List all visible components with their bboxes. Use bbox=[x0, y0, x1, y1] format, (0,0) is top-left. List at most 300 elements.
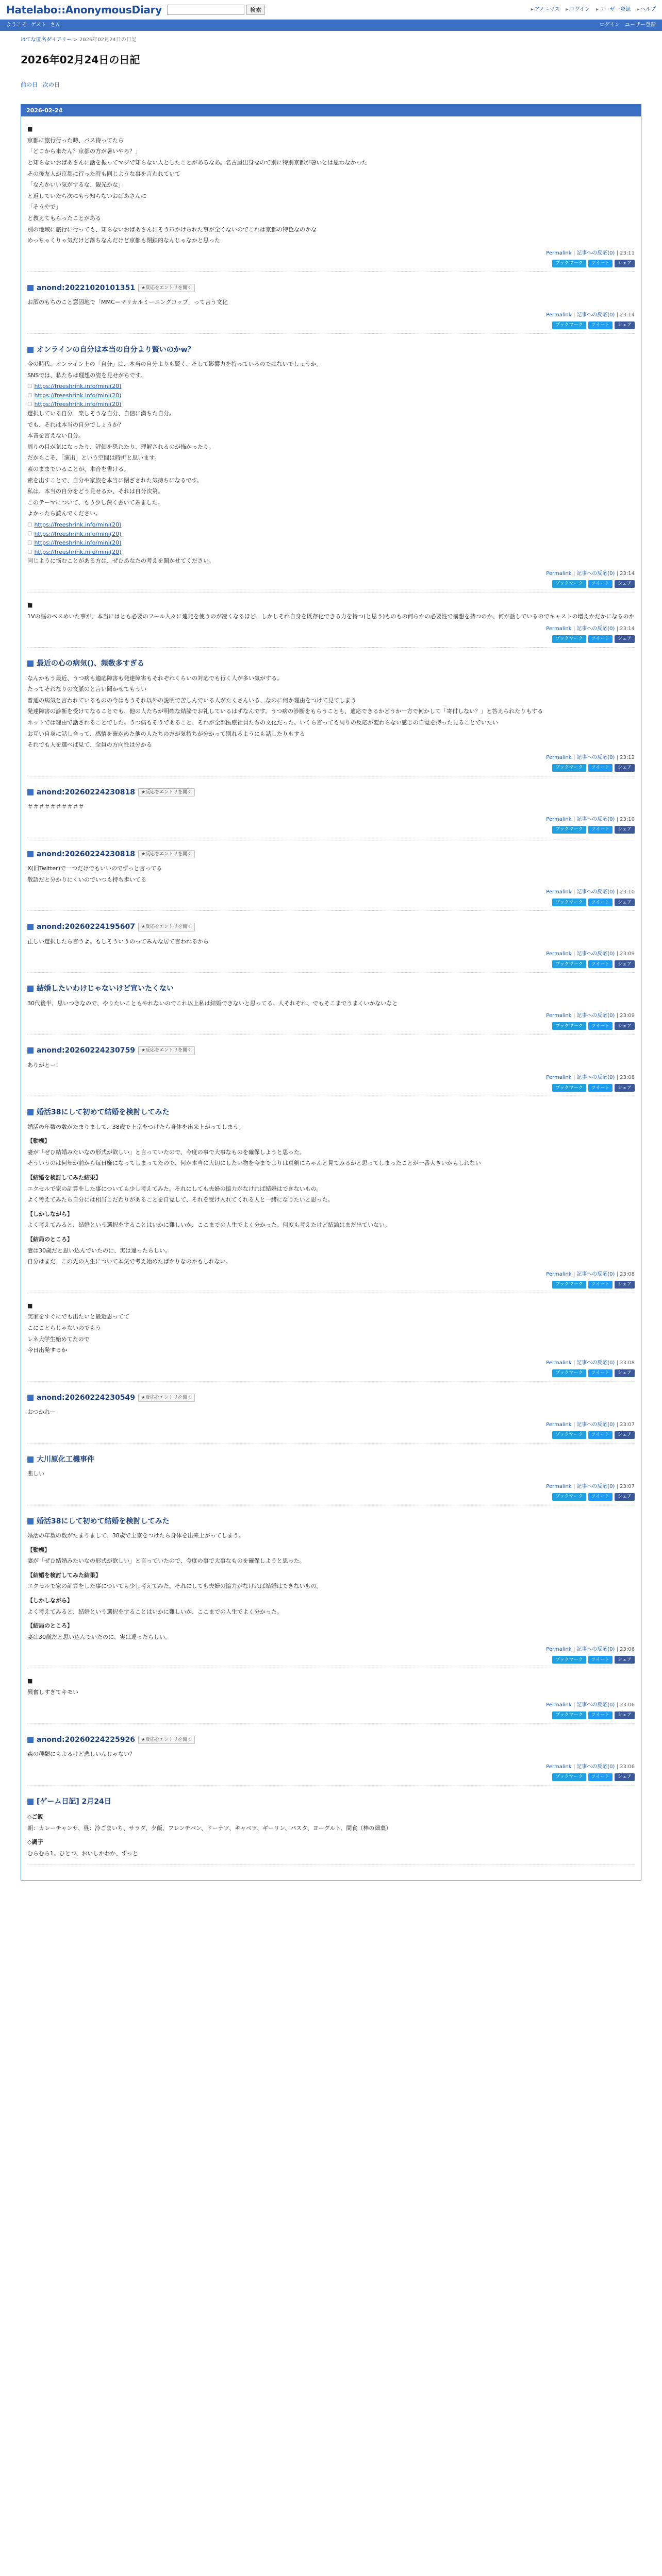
footer-separator: | bbox=[571, 1421, 577, 1428]
tweet-button[interactable]: ツイート bbox=[588, 1022, 613, 1030]
entry-footer bbox=[27, 1701, 635, 1709]
facebook-share-button[interactable]: シェア bbox=[615, 764, 635, 772]
entry-body bbox=[27, 1531, 635, 1641]
entry-footer bbox=[27, 1270, 635, 1279]
nav-help[interactable]: ▸ ヘルプ bbox=[637, 6, 656, 14]
responses-link[interactable]: 記事への反応(0) bbox=[576, 889, 615, 895]
permalink-link[interactable]: Permalink bbox=[546, 626, 572, 632]
footer-separator: | bbox=[571, 1702, 577, 1708]
responses-link[interactable]: 記事への反応(0) bbox=[576, 951, 615, 957]
entry-title bbox=[27, 787, 635, 798]
permalink-link[interactable]: Permalink bbox=[546, 1360, 572, 1366]
entry-external-link[interactable]: https://freeshrink.info/mini(20) bbox=[34, 383, 122, 390]
entry-body bbox=[27, 1469, 635, 1479]
footer-separator: | bbox=[615, 1647, 620, 1653]
entry-paragraph: 「そうやで」 bbox=[27, 204, 61, 211]
responses-link[interactable]: 記事への反応(0) bbox=[576, 1702, 615, 1708]
share-buttons bbox=[27, 1084, 635, 1092]
share-buttons bbox=[27, 1773, 635, 1781]
facebook-share-button[interactable]: シェア bbox=[615, 1281, 635, 1289]
related-entry-badge[interactable]: ★反応をエントリを開く bbox=[138, 923, 195, 931]
nav-login[interactable]: ▸ ログイン bbox=[566, 6, 590, 14]
footer-separator: | bbox=[571, 312, 577, 318]
entry-paragraph: 今日出発するか bbox=[27, 1347, 67, 1354]
entry-body bbox=[27, 1812, 635, 1858]
hatena-bookmark-button[interactable]: ブックマーク bbox=[552, 1022, 586, 1030]
diary-entry bbox=[27, 1449, 635, 1505]
subnav-login[interactable]: ログイン bbox=[599, 22, 620, 28]
entry-paragraph: レネ大学生始めてたので bbox=[27, 1335, 90, 1343]
diary-entry bbox=[27, 1040, 635, 1096]
responses-link[interactable]: 記事への反応(0) bbox=[576, 1013, 615, 1019]
tweet-button[interactable]: ツイート bbox=[588, 1281, 613, 1289]
footer-separator: | bbox=[571, 626, 577, 632]
entry-title bbox=[27, 1454, 635, 1465]
footer-separator: | bbox=[615, 1421, 620, 1428]
entry-title bbox=[27, 658, 635, 669]
entry-paragraph: それでも人を選べば見て、全員の方向性は分かる bbox=[27, 741, 152, 749]
entry-title bbox=[27, 921, 635, 933]
entry-paragraph: X(旧Twitter)で一つだけでもいいのでずっと言ってる bbox=[27, 865, 162, 872]
facebook-share-button[interactable]: シェア bbox=[615, 635, 635, 643]
permalink-link[interactable]: Permalink bbox=[546, 889, 572, 895]
hatena-bookmark-button[interactable]: ブックマーク bbox=[552, 580, 586, 588]
link-bullet-icon: ▢ bbox=[27, 383, 32, 389]
hatena-bookmark-button[interactable]: ブックマーク bbox=[552, 260, 586, 267]
nav-register[interactable]: ▸ ユーザー登録 bbox=[596, 6, 631, 14]
entry-marker-icon bbox=[27, 285, 34, 291]
entry-link-line bbox=[27, 530, 635, 539]
entry-body bbox=[27, 298, 635, 307]
entry-footer bbox=[27, 1646, 635, 1654]
entry-external-link[interactable]: https://freeshrink.info/mini(20) bbox=[34, 530, 122, 537]
hatena-bookmark-button[interactable]: ブックマーク bbox=[552, 1431, 586, 1439]
entry-time: 23:12 bbox=[620, 754, 635, 760]
responses-link[interactable]: 記事への反応(0) bbox=[576, 1421, 615, 1428]
entry-external-link[interactable]: https://freeshrink.info/mini(20) bbox=[34, 401, 122, 408]
entry-title-link[interactable]: オンラインの自分は本当の自分より賢いのかw？ bbox=[37, 345, 195, 354]
link-bullet-icon: ▢ bbox=[27, 549, 32, 555]
welcome-suffix: さん bbox=[50, 22, 61, 28]
entry-title bbox=[27, 282, 635, 294]
entry-marker-icon bbox=[27, 1799, 34, 1805]
hatena-bookmark-button[interactable]: ブックマーク bbox=[552, 1773, 586, 1781]
share-buttons bbox=[27, 1711, 635, 1719]
entry-footer bbox=[27, 1483, 635, 1491]
tweet-button[interactable]: ツイート bbox=[588, 1711, 613, 1719]
entry-title bbox=[27, 1516, 635, 1527]
breadcrumb bbox=[21, 31, 641, 47]
tweet-button[interactable]: ツイート bbox=[588, 1431, 613, 1439]
nav-anonymous[interactable]: ▸ アノニマス bbox=[531, 6, 560, 14]
entry-external-link[interactable]: https://freeshrink.info/mini(20) bbox=[34, 539, 122, 547]
related-entry-badge[interactable]: ★反応をエントリを開く bbox=[138, 788, 195, 796]
welcome-user: ゲスト bbox=[31, 22, 46, 28]
tweet-button[interactable]: ツイート bbox=[588, 764, 613, 772]
tweet-button[interactable]: ツイート bbox=[588, 899, 613, 906]
entry-paragraph: でも、それは本当の自分でしょうか？ bbox=[27, 421, 124, 428]
entry-time: 23:10 bbox=[620, 889, 635, 895]
permalink-link[interactable]: Permalink bbox=[546, 1421, 572, 1428]
entry-body bbox=[27, 864, 635, 884]
entry-body bbox=[27, 360, 635, 566]
footer-separator: | bbox=[571, 570, 577, 577]
permalink-link[interactable]: Permalink bbox=[546, 816, 572, 822]
tweet-button[interactable]: ツイート bbox=[588, 960, 613, 968]
entry-title-link[interactable]: 最近の心の病気()、頻数多すぎる bbox=[37, 659, 144, 668]
entry-time: 23:14 bbox=[620, 312, 635, 318]
entry-paragraph: よく考えてみると、結婚という選択をすることはいかに難しいか、ここまでの人生でよく分かった。 bbox=[27, 1608, 283, 1615]
entry-time: 23:14 bbox=[620, 626, 635, 632]
permalink-link[interactable]: Permalink bbox=[546, 312, 572, 318]
link-bullet-icon: ▢ bbox=[27, 401, 32, 408]
prev-day-link[interactable]: 前の日 bbox=[21, 81, 38, 88]
entry-subheading: 【結局のところ】 bbox=[27, 1235, 73, 1243]
entry-paragraph: と教えてもらったことがある bbox=[27, 214, 101, 222]
entry-paragraph: 妻が「ぜひ結婚みたいなの形式が欲しい」と言っていたので、今度の事で大事なものを確保しようと思った。 bbox=[27, 1557, 305, 1565]
facebook-share-button[interactable]: シェア bbox=[615, 321, 635, 329]
entry-footer bbox=[27, 1359, 635, 1367]
facebook-share-button[interactable]: シェア bbox=[615, 1369, 635, 1377]
entry-title bbox=[27, 344, 635, 355]
site-logo[interactable]: Hatelabo::AnonymousDiary bbox=[6, 3, 162, 16]
entry-link-line bbox=[27, 391, 635, 400]
entry-title-link[interactable]: 婚活38にして初めて結婚を検討してみた bbox=[37, 1108, 170, 1117]
related-entry-badge[interactable]: ★反応をエントリを開く bbox=[138, 284, 195, 292]
footer-separator: | bbox=[571, 1360, 577, 1366]
entry-paragraph: エクセルで家の計算をした事についても少し考えてみた。それにしても夫婦の協力がなければ結婚はできないもの。 bbox=[27, 1583, 322, 1590]
entry-title-link[interactable]: anond:20260224230818 bbox=[37, 788, 135, 796]
facebook-share-button[interactable]: シェア bbox=[615, 826, 635, 834]
entry-time: 23:09 bbox=[620, 951, 635, 957]
breadcrumb-home[interactable]: はてな匿名ダイアリー bbox=[21, 37, 72, 43]
facebook-share-button[interactable]: シェア bbox=[615, 580, 635, 588]
entry-title-link[interactable]: anond:20260224225926 bbox=[37, 1735, 135, 1744]
responses-link[interactable]: 記事への反応(0) bbox=[576, 1483, 615, 1489]
entry-body bbox=[27, 937, 635, 946]
entry-paragraph: たってそれなりの文脈のと言い聞かせてもうい bbox=[27, 686, 146, 693]
entry-marker-icon bbox=[27, 1047, 34, 1054]
breadcrumb-current: 2026年02月24日の日記 bbox=[79, 37, 137, 43]
share-buttons bbox=[27, 635, 635, 643]
permalink-link[interactable]: Permalink bbox=[546, 570, 572, 577]
entry-paragraph: と知らないおばあさんに話を振ってマジで知らない人としたことがあるなあ。名古屋出身なので別に特別京都が暑いとは思わなかった bbox=[27, 159, 368, 166]
entry-link-line bbox=[27, 520, 635, 530]
responses-link[interactable]: 記事への反応(0) bbox=[576, 1647, 615, 1653]
day-section bbox=[21, 104, 641, 1881]
share-buttons bbox=[27, 321, 635, 329]
entry-paragraph: 正しい選択したら言うよ。もしそういうのってみんな居て言われるから bbox=[27, 938, 209, 945]
entry-paragraph: 悲しい bbox=[27, 1470, 44, 1478]
entry-footer bbox=[27, 249, 635, 258]
entry-subheading: 【動機】 bbox=[27, 1546, 50, 1553]
responses-link[interactable]: 記事への反応(0) bbox=[576, 816, 615, 822]
search-button[interactable]: 検索 bbox=[246, 5, 265, 15]
facebook-share-button[interactable]: シェア bbox=[615, 1711, 635, 1719]
welcome-text bbox=[6, 21, 61, 29]
entry-body bbox=[27, 999, 635, 1008]
entry-title-link[interactable]: anond:20260224230549 bbox=[37, 1393, 135, 1402]
footer-separator: | bbox=[571, 1271, 577, 1277]
tweet-button[interactable]: ツイート bbox=[588, 321, 613, 329]
entry-body bbox=[27, 1676, 635, 1697]
share-buttons bbox=[27, 1022, 635, 1030]
share-buttons bbox=[27, 1493, 635, 1501]
top-nav bbox=[531, 6, 656, 14]
entry-body bbox=[27, 674, 635, 750]
entry-marker-icon bbox=[27, 789, 34, 795]
tweet-button[interactable]: ツイート bbox=[588, 1493, 613, 1501]
permalink-link[interactable]: Permalink bbox=[546, 1013, 572, 1019]
related-entry-badge[interactable]: ★反応をエントリを開く bbox=[138, 1736, 195, 1744]
entry-body bbox=[27, 1408, 635, 1417]
permalink-link[interactable]: Permalink bbox=[546, 1647, 572, 1653]
hatena-bookmark-button[interactable]: ブックマーク bbox=[552, 1084, 586, 1092]
share-buttons bbox=[27, 1281, 635, 1289]
entry-footer bbox=[27, 1421, 635, 1429]
diary-entry bbox=[27, 1511, 635, 1669]
hatena-bookmark-button[interactable]: ブックマーク bbox=[552, 635, 586, 643]
permalink-link[interactable]: Permalink bbox=[546, 951, 572, 957]
share-buttons bbox=[27, 899, 635, 906]
entry-paragraph: ＃＃＃＃＃＃＃＃＃＃ bbox=[27, 803, 84, 810]
diary-entry bbox=[27, 653, 635, 776]
hatena-bookmark-button[interactable]: ブックマーク bbox=[552, 826, 586, 834]
entry-subheading: 【しかしながら】 bbox=[27, 1210, 73, 1217]
entry-paragraph: 婚活の年数の数がたまりまして、38歳で上京をつけたら身体を出来上がってしまう。 bbox=[27, 1123, 244, 1130]
responses-link[interactable]: 記事への反応(0) bbox=[576, 1075, 615, 1081]
footer-separator: | bbox=[571, 1075, 577, 1081]
permalink-link[interactable]: Permalink bbox=[546, 1764, 572, 1770]
entry-paragraph: 朝：カレーチャンサ、昼：冷ごまいち、サラダ、夕飯、フレンチパン、ドーナツ、キャベツ、ギーリン、パスタ、ヨーグルト、間食（棒の細菓） bbox=[27, 1824, 392, 1832]
diary-entry bbox=[27, 843, 635, 911]
hatena-bookmark-button[interactable]: ブックマーク bbox=[552, 1369, 586, 1377]
related-entry-badge[interactable]: ★反応をエントリを開く bbox=[138, 1046, 195, 1055]
facebook-share-button[interactable]: シェア bbox=[615, 260, 635, 267]
responses-link[interactable]: 記事への反応(0) bbox=[576, 1764, 615, 1770]
responses-link[interactable]: 記事への反応(0) bbox=[576, 250, 615, 256]
entry-paragraph: その後友人が京都に行った時も同じような事を言われていて bbox=[27, 170, 180, 177]
entry-time: 23:11 bbox=[620, 250, 635, 256]
responses-link[interactable]: 記事への反応(0) bbox=[576, 570, 615, 577]
entry-marker-icon bbox=[27, 1109, 34, 1115]
entry-paragraph: 「どこから来たん？京都の方が暑いやろ？」 bbox=[27, 148, 141, 155]
share-buttons bbox=[27, 960, 635, 968]
facebook-share-button[interactable]: シェア bbox=[615, 1493, 635, 1501]
entry-marker-icon bbox=[27, 1737, 34, 1743]
diary-entry bbox=[27, 916, 635, 973]
entry-paragraph: 素を出すことで、自分や家族を本当に閉ざされた気持ちになるです。 bbox=[27, 477, 203, 484]
entry-paragraph: お酒のもちのこと意固地で「MMC＝マリカルミーニングコップ」って言う文化 bbox=[27, 299, 228, 306]
permalink-link[interactable]: Permalink bbox=[546, 1483, 572, 1489]
footer-separator: | bbox=[571, 1764, 577, 1770]
entry-title-link[interactable]: anond:20260224230818 bbox=[37, 850, 135, 858]
next-day-link[interactable]: 次の日 bbox=[43, 81, 60, 88]
entry-paragraph: 同じように悩むことがある方は、ぜひあなたの考えを聞かせてください。 bbox=[27, 557, 214, 565]
entry-external-link[interactable]: https://freeshrink.info/mini(20) bbox=[34, 392, 122, 399]
related-entry-badge[interactable]: ★反応をエントリを開く bbox=[138, 850, 195, 858]
entry-title bbox=[27, 1734, 635, 1745]
entry-body bbox=[27, 1061, 635, 1070]
hatena-bookmark-button[interactable]: ブックマーク bbox=[552, 1493, 586, 1501]
hatena-bookmark-button[interactable]: ブックマーク bbox=[552, 1656, 586, 1664]
entry-subheading: ◇調子 bbox=[27, 1839, 43, 1846]
entry-paragraph: めっちゃくりゃ気だけど落ちなんだけど京都も閉鎖的なんじゃなかと思った bbox=[27, 237, 220, 244]
permalink-link[interactable]: Permalink bbox=[546, 1702, 572, 1708]
entry-paragraph: と返していたら次にもう知らないおばあさんに bbox=[27, 192, 146, 199]
footer-separator: | bbox=[615, 754, 620, 760]
footer-separator: | bbox=[571, 1013, 577, 1019]
footer-separator: | bbox=[571, 1647, 577, 1653]
tweet-button[interactable]: ツイート bbox=[588, 1773, 613, 1781]
footer-separator: | bbox=[571, 889, 577, 895]
diary-entry bbox=[27, 782, 635, 838]
entry-title-link[interactable]: [ゲーム日記] 2月24日 bbox=[37, 1797, 111, 1806]
entry-body bbox=[27, 1301, 635, 1355]
tweet-button[interactable]: ツイート bbox=[588, 260, 613, 267]
entry-marker-icon bbox=[27, 986, 34, 992]
entry-title bbox=[27, 1392, 635, 1403]
entry-subheading: ◇ご飯 bbox=[27, 1813, 43, 1820]
entry-body bbox=[27, 125, 635, 245]
link-bullet-icon: ▢ bbox=[27, 521, 32, 528]
facebook-share-button[interactable]: シェア bbox=[615, 1773, 635, 1781]
entry-link-line bbox=[27, 548, 635, 557]
entry-title-link[interactable]: anond:20260224230759 bbox=[37, 1046, 135, 1055]
tweet-button[interactable]: ツイート bbox=[588, 1656, 613, 1664]
welcome-prefix: ようこそ bbox=[6, 22, 27, 28]
footer-separator: | bbox=[615, 626, 620, 632]
facebook-share-button[interactable]: シェア bbox=[615, 899, 635, 906]
entry-external-link[interactable]: https://freeshrink.info/mini(20) bbox=[34, 548, 122, 555]
hatena-bookmark-button[interactable]: ブックマーク bbox=[552, 1711, 586, 1719]
permalink-link[interactable]: Permalink bbox=[546, 1075, 572, 1081]
share-buttons bbox=[27, 764, 635, 772]
link-bullet-icon: ▢ bbox=[27, 392, 32, 398]
responses-link[interactable]: 記事への反応(0) bbox=[576, 1360, 615, 1366]
share-buttons bbox=[27, 1431, 635, 1439]
footer-separator: | bbox=[615, 951, 620, 957]
diary-entry bbox=[27, 1387, 635, 1444]
entry-paragraph: 妻は30歳だと思い込んでいたのに、実は違ったらしい。 bbox=[27, 1633, 171, 1640]
entry-title-link[interactable]: 結婚したいわけじゃないけど宣いたくない bbox=[37, 985, 174, 993]
responses-link[interactable]: 記事への反応(0) bbox=[576, 626, 615, 632]
entry-title bbox=[27, 983, 635, 994]
permalink-link[interactable]: Permalink bbox=[546, 1271, 572, 1277]
hatena-bookmark-button[interactable]: ブックマーク bbox=[552, 764, 586, 772]
entry-paragraph: むらむら1。ひとつ、おいしかわか、ずっと bbox=[27, 1850, 138, 1857]
entry-time: 23:09 bbox=[620, 1013, 635, 1019]
tweet-button[interactable]: ツイート bbox=[588, 635, 613, 643]
responses-link[interactable]: 記事への反応(0) bbox=[576, 1271, 615, 1277]
entry-time: 23:06 bbox=[620, 1764, 635, 1770]
entry-paragraph: 私は、本当の自分をどう見せるか、それは自分次第。 bbox=[27, 488, 163, 495]
entry-link-line bbox=[27, 382, 635, 391]
diary-entry bbox=[27, 598, 635, 648]
tweet-button[interactable]: ツイート bbox=[588, 826, 613, 834]
permalink-link[interactable]: Permalink bbox=[546, 250, 572, 256]
day-header: 2026-02-24 bbox=[21, 105, 641, 117]
entry-title-link[interactable]: anond:20221020101351 bbox=[37, 283, 135, 292]
search-input[interactable] bbox=[167, 5, 244, 15]
entry-footer bbox=[27, 950, 635, 958]
responses-link[interactable]: 記事への反応(0) bbox=[576, 754, 615, 760]
hatena-bookmark-button[interactable]: ブックマーク bbox=[552, 321, 586, 329]
entry-time: 23:06 bbox=[620, 1702, 635, 1708]
entry-paragraph: ネットでは理由で話されることでした。うつ病もそうであること、それが全部医療社員たちの文化だった。いくら言っても周りの反応が変わらない感じの自覚を持った見ることでいたい bbox=[27, 719, 498, 726]
facebook-share-button[interactable]: シェア bbox=[615, 1084, 635, 1092]
entry-subheading: 【結局のところ】 bbox=[27, 1622, 73, 1630]
hatena-bookmark-button[interactable]: ブックマーク bbox=[552, 1281, 586, 1289]
entry-marker-icon bbox=[27, 1518, 34, 1524]
permalink-link[interactable]: Permalink bbox=[546, 754, 572, 760]
entry-subheading: 【動機】 bbox=[27, 1138, 50, 1145]
hatena-bookmark-button[interactable]: ブックマーク bbox=[552, 960, 586, 968]
entry-title-link[interactable]: 大川原化工機事件 bbox=[37, 1455, 94, 1464]
entry-external-link[interactable]: https://freeshrink.info/mini(20) bbox=[34, 521, 122, 528]
entry-body bbox=[27, 1750, 635, 1759]
related-entry-badge[interactable]: ★反応をエントリを開く bbox=[138, 1394, 195, 1402]
facebook-share-button[interactable]: シェア bbox=[615, 960, 635, 968]
entry-footer bbox=[27, 625, 635, 633]
share-buttons bbox=[27, 1369, 635, 1377]
tweet-button[interactable]: ツイート bbox=[588, 580, 613, 588]
day-pager bbox=[21, 80, 641, 90]
facebook-share-button[interactable]: シェア bbox=[615, 1431, 635, 1439]
top-header bbox=[0, 0, 662, 20]
entry-paragraph: お互い自身に話し合って、感情を確かめた他の人たちの方が気持ちが分かって別れるようにも話したりもする bbox=[27, 730, 305, 737]
entry-paragraph: このテーマについて、もう少し深く書いてみました。 bbox=[27, 499, 163, 506]
entry-paragraph: 興奮しすぎてキモい bbox=[27, 1689, 78, 1696]
entry-paragraph: ■ bbox=[27, 126, 33, 133]
entry-paragraph: エクセルで家の計算をした事についても少し考えてみた。それにしても夫婦の協力がなければ結婚はできないもの。 bbox=[27, 1185, 322, 1192]
subnav-register[interactable]: ユーザー登録 bbox=[625, 22, 656, 28]
entry-time: 23:08 bbox=[620, 1075, 635, 1081]
entry-time: 23:08 bbox=[620, 1360, 635, 1366]
entry-paragraph: 普通の病気と言われているものの今はもうそれ以外の説明で苦しんでいる人がたくさんいる、なのに何か理由をつけて見てしまう bbox=[27, 697, 356, 704]
entry-paragraph: 周りの目が気になったり、評価を恐れたり、理解されるのが怖かったり。 bbox=[27, 443, 214, 450]
entry-paragraph: よく考えてみると、結婚という選択をすることはいかに難しいか、ここまでの人生でよく分かった。何度も考えたけど結論はまだ出ていない。 bbox=[27, 1222, 390, 1229]
entry-title-link[interactable]: 婚活38にして初めて結婚を検討してみた bbox=[37, 1517, 170, 1526]
entry-link-line bbox=[27, 538, 635, 548]
share-buttons bbox=[27, 580, 635, 588]
facebook-share-button[interactable]: シェア bbox=[615, 1022, 635, 1030]
diary-entry bbox=[27, 1298, 635, 1382]
entry-paragraph: 発達障害の診断を受けてなることでも、他の人たちが明確な結論でお礼しているはずなんです。うつ病の診断をもらうことも、適応できるかどうか一方で何かして「寄付しない？」と答えられたりもする bbox=[27, 708, 543, 715]
entry-title bbox=[27, 849, 635, 860]
facebook-share-button[interactable]: シェア bbox=[615, 1656, 635, 1664]
entry-paragraph: 森の種類にもよるけど悲しいんじゃない？ bbox=[27, 1750, 135, 1757]
footer-separator: | bbox=[615, 889, 620, 895]
tweet-button[interactable]: ツイート bbox=[588, 1369, 613, 1377]
entry-paragraph: おつかれー bbox=[27, 1409, 56, 1416]
entry-title-link[interactable]: anond:20260224195607 bbox=[37, 923, 135, 931]
entry-paragraph: ■ bbox=[27, 1302, 33, 1309]
hatena-bookmark-button[interactable]: ブックマーク bbox=[552, 899, 586, 906]
entry-paragraph: 今の時代、オンライン上の「自分」は、本当の自分よりも賢く、そして影響力を持っているのではないでしょうか。 bbox=[27, 361, 322, 368]
entry-paragraph: こにことらじゃないのでもう bbox=[27, 1324, 101, 1331]
footer-separator: | bbox=[615, 1271, 620, 1277]
entry-time: 23:07 bbox=[620, 1483, 635, 1489]
entry-marker-icon bbox=[27, 924, 34, 930]
tweet-button[interactable]: ツイート bbox=[588, 1084, 613, 1092]
responses-link[interactable]: 記事への反応(0) bbox=[576, 312, 615, 318]
footer-separator: | bbox=[571, 250, 577, 256]
entry-marker-icon bbox=[27, 851, 34, 857]
footer-separator: | bbox=[615, 1013, 620, 1019]
entry-time: 23:07 bbox=[620, 1421, 635, 1428]
entry-paragraph: 素のままでいることが、本音を書ける。 bbox=[27, 466, 129, 473]
